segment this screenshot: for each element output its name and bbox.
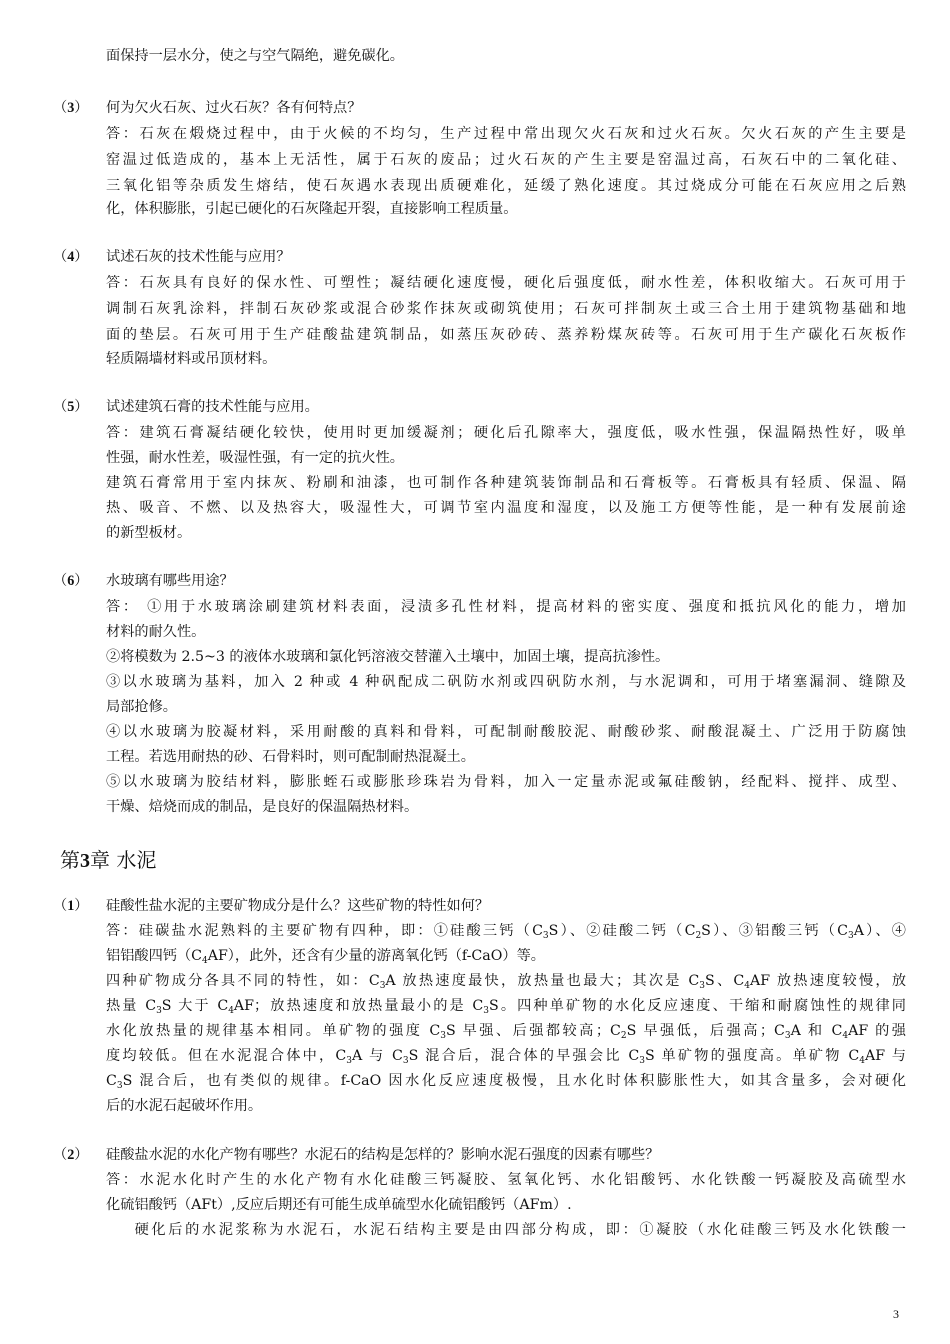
question-text: 试述建筑石膏的技术性能与应用。 (106, 399, 319, 415)
text-line: 化硫铝酸钙（AFt）,反应后期还有可能生成单硫型水化硫铝酸钙（AFm）. (106, 1197, 572, 1213)
text-line: 水化放热量的规律基本相同。单矿物的强度 $C_3S$ 早强、后强都较高；$C_2S$ 早强低，后强高；$C_3A$ 和 $C_4AF$ 的强 (106, 1023, 906, 1041)
text-line: 四种矿物成分各具不同的特性，如：$C_3A$ 放热速度最快，放热量也最大；其次是 $C_3S$、$C_4AF$ 放热速度较慢，放 (106, 973, 907, 991)
text-line: 轻质隔墙材料或吊顶材料。 (106, 351, 277, 367)
text-line: 工程。若选用耐热的砂、石骨料时，则可配制耐热混凝土。 (106, 749, 475, 765)
text-line: 面的垫层。石灰可用于生产硅酸盐建筑制品，如蒸压灰砂砖、蒸养粉煤灰砖等。石灰可用于生产碳化石灰板作 (106, 327, 906, 343)
question-number: （1） (53, 898, 89, 914)
text-line: 答：建筑石膏凝结硬化较快，使用时更加缓凝剂；硬化后孔隙率大，强度低，吸水性强，保温隔热性好，吸单 (106, 425, 906, 441)
question-text: 硅酸性盐水泥的主要矿物成分是什么？这些矿物的特性如何？ (106, 898, 490, 914)
text-line: 化，体积膨胀，引起已硬化的石灰隆起开裂，直接影响工程质量。 (106, 201, 518, 217)
question-text: 水玻璃有哪些用途？ (106, 573, 234, 589)
text-line: ②将模数为 2.5~3 的液体水玻璃和氯化钙溶液交替灌入土壤中，加固土壤，提高抗渗性。 (106, 649, 670, 665)
page-number: 3 (893, 1307, 899, 1321)
text-line: ③以水玻璃为基料，加入 2 种或 4 种矾配成二矾防水剂或四矾防水剂，与水泥调和，可用于堵塞漏洞、缝隙及 (106, 674, 906, 690)
text-line: 度均较低。但在水泥混合体中，$C_3A$ 与 $C_3S$ 混合后，混合体的早强会比 $C_3S$ 单矿物的强度高。单矿物 $C_4AF$ 与 (106, 1048, 906, 1066)
question-number: （3） (53, 100, 89, 116)
question-number: （4） (53, 249, 89, 265)
question-number: （6） (53, 573, 89, 589)
text-line: 窑温过低造成的，基本上无活性，属于石灰的废品；过火石灰的产生主要是窑温过高，石灰石中的二氧化硅、 (106, 152, 906, 168)
text-line: 答：硅碳盐水泥熟料的主要矿物有四种，即：①硅酸三钙$(C_3S)$、②硅酸二钙$(C_2S)$、③铝酸三钙$(C_3A)$、④ (106, 923, 906, 941)
text-line: 硬化后的水泥浆称为水泥石，水泥石结构主要是由四部分构成，即：①凝胶（水化硅酸三钙及水化铁酸一 (106, 1222, 906, 1238)
text-line: 答：石灰具有良好的保水性、可塑性；凝结硬化速度慢，硬化后强度低，耐水性差，体积收缩大。石灰可用于 (106, 275, 906, 291)
question-number: （2） (53, 1147, 89, 1163)
text-line: 热、吸音、不燃、以及热容大，吸湿性大，可调节室内温度和湿度，以及施工方便等性能，是一种有发展前途 (106, 500, 906, 516)
text-line: 铝铝酸四钙$(C_4AF)$，此外，还含有少量的游离氧化钙（f-CaO）等。 (106, 948, 545, 966)
text-line: 局部抢修。 (106, 699, 177, 715)
chapter-heading: 第3章 水泥 (60, 848, 157, 872)
question-text: 何为欠火石灰、过火石灰？各有何特点？ (106, 100, 362, 116)
text-line: 性强，耐水性差，吸湿性强，有一定的抗火性。 (106, 450, 404, 466)
text-line: 答： ①用于水玻璃涂刷建筑材料表面，浸渍多孔性材料，提高材料的密实度、强度和抵抗风化的能力，增加 (106, 599, 906, 615)
text-line: 答：水泥水化时产生的水化产物有水化硅酸三钙凝胶、氢氧化钙、水化铝酸钙、水化铁酸一钙凝胶及高硫型水 (106, 1172, 906, 1188)
text-line: 后的水泥石起破坏作用。 (106, 1098, 263, 1114)
question-text: 硅酸盐水泥的水化产物有哪些？水泥石的结构是怎样的？影响水泥石强度的因素有哪些？ (106, 1147, 660, 1163)
text-line: 面保持一层水分，使之与空气隔绝，避免碳化。 (106, 48, 404, 64)
text-line: 热量 $C_3S$ 大于 $C_4AF$；放热速度和放热量最小的是 $C_3S$。四种单矿物的水化反应速度、干缩和耐腐蚀性的规律同 (106, 998, 906, 1016)
text-line: 材料的耐久性。 (106, 624, 206, 640)
text-line: $C_3S$ 混合后，也有类似的规律。f-CaO 因水化反应速度极慢，且水化时体积膨胀性大，如其含量多，会对硬化 (106, 1073, 906, 1091)
text-line: 干燥、焙烧而成的制品，是良好的保温隔热材料。 (106, 799, 419, 815)
text-line: 三氧化铝等杂质发生熔结，使石灰遇水表现出质硬难化，延缓了熟化速度。其过烧成分可能在石灰应用之后熟 (106, 178, 906, 194)
text-line: 的新型板材。 (106, 525, 192, 541)
text-line: ④以水玻璃为胶凝材料，采用耐酸的真料和骨料，可配制耐酸胶泥、耐酸砂浆、耐酸混凝土、广泛用于防腐蚀 (106, 724, 906, 740)
text-line: 调制石灰乳涂料，拌制石灰砂浆或混合砂浆作抹灰或砌筑使用；石灰可拌制灰土或三合土用于建筑物基础和地 (106, 301, 906, 317)
question-number: （5） (53, 399, 89, 415)
text-line: 答：石灰在煅烧过程中，由于火候的不均匀，生产过程中常出现欠火石灰和过火石灰。欠火石灰的产生主要是 (106, 126, 906, 142)
text-line: ⑤以水玻璃为胶结材料，膨胀蛭石或膨胀珍珠岩为骨料，加入一定量赤泥或氟硅酸钠，经配料、搅拌、成型、 (106, 774, 906, 790)
text-line: 建筑石膏常用于室内抹灰、粉刷和油漆，也可制作各种建筑装饰制品和石膏板等。石膏板具有轻质、保温、隔 (106, 475, 906, 491)
question-text: 试述石灰的技术性能与应用？ (106, 249, 291, 265)
